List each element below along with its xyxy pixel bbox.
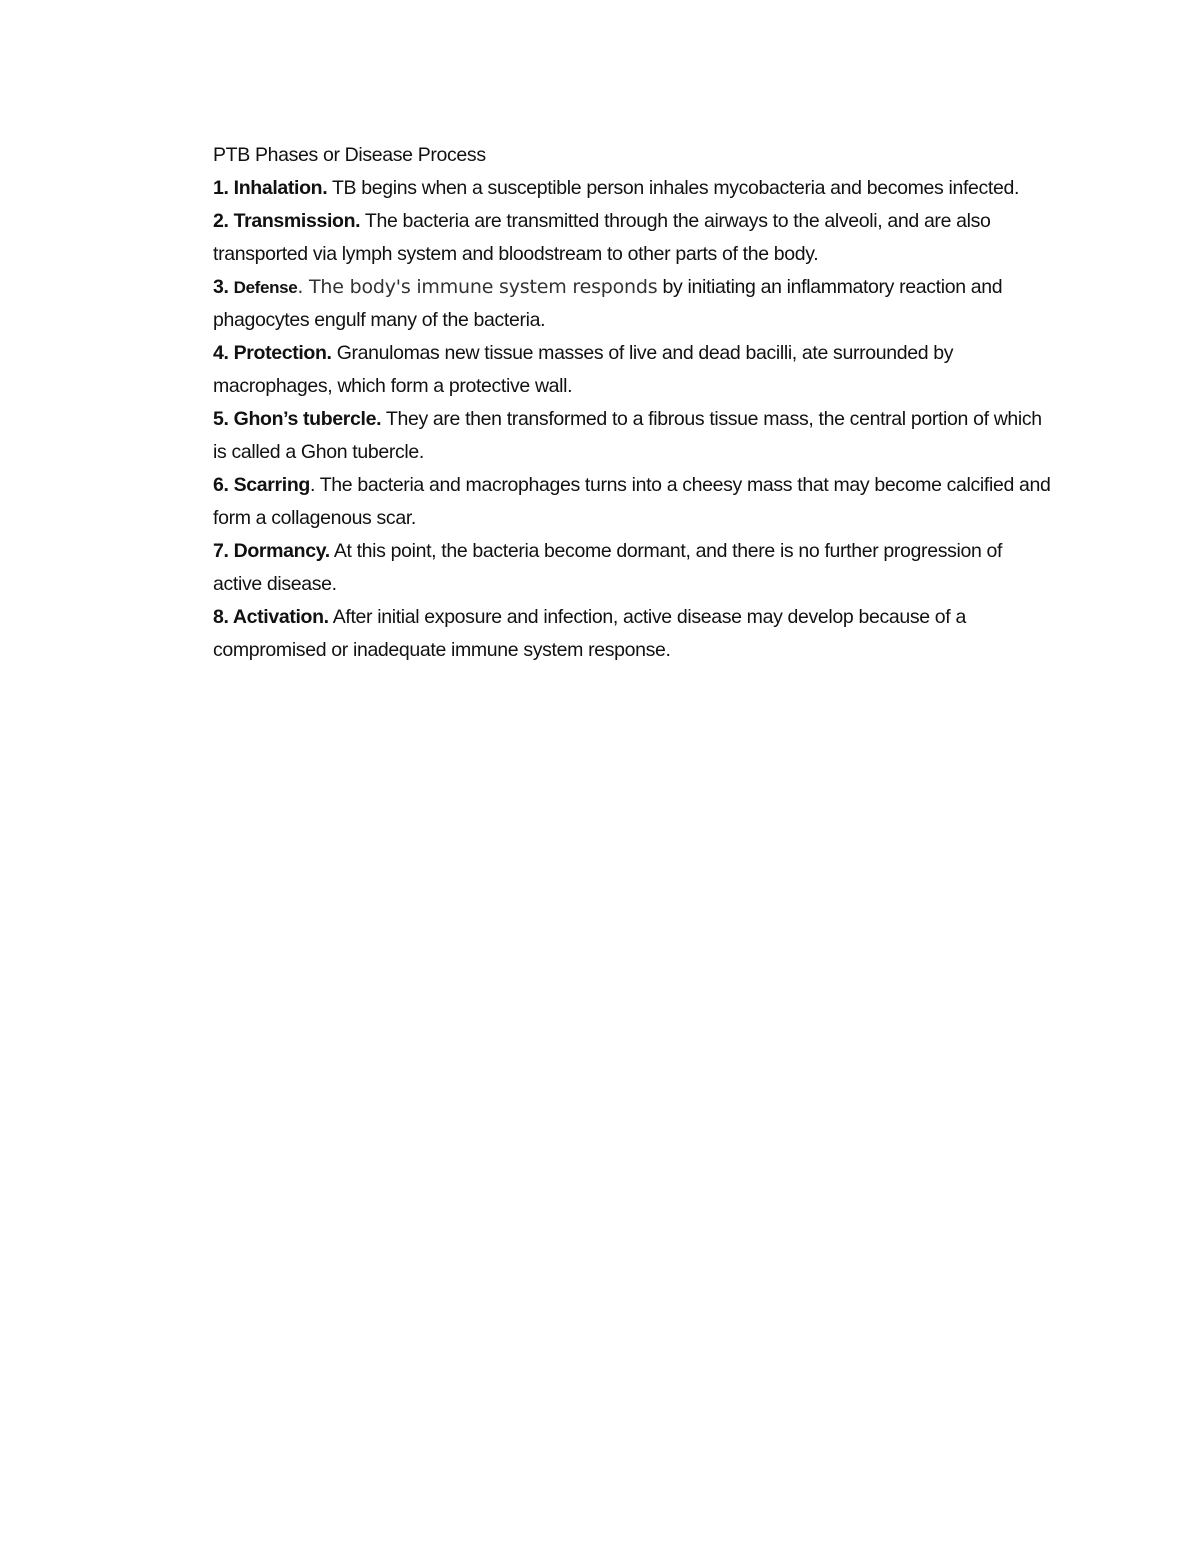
list-item-protection	[213, 337, 1053, 403]
item-text: . The bacteria and macrophages turns into a cheesy mass that may become calcified and form a collagenous scar.	[213, 474, 1051, 529]
list-item-scarring	[213, 469, 1053, 535]
list-item-inhalation	[213, 172, 1053, 205]
item-lead: 2. Transmission.	[213, 210, 361, 232]
item-text: At this point, the bacteria become dormant, and there is no further progression of active disease.	[213, 540, 1003, 595]
item-text: by initiating an inflammatory reaction and phagocytes engulf many of the bacteria.	[213, 276, 1003, 331]
document-title: PTB Phases or Disease Process	[213, 144, 486, 166]
item-alt-text: . The body's immune system responds	[297, 276, 658, 298]
item-lead: 7. Dormancy.	[213, 540, 330, 562]
item-lead: 8. Activation.	[213, 606, 329, 628]
item-lead: 4. Protection.	[213, 342, 332, 364]
item-text: They are then transformed to a fibrous tissue mass, the central portion of which is called a Ghon tubercle.	[213, 408, 1042, 463]
item-text: Granulomas new tissue masses of live and dead bacilli, ate surrounded by macrophages, which form a protective wall.	[213, 342, 954, 397]
list-item-transmission	[213, 205, 1053, 271]
document-body	[213, 139, 1053, 667]
list-item-activation	[213, 601, 1053, 667]
item-lead: Defense	[233, 278, 298, 297]
item-text: After initial exposure and infection, active disease may develop because of a compromised or inadequate immune system response.	[213, 606, 966, 661]
item-text: TB begins when a susceptible person inhales mycobacteria and becomes infected.	[327, 177, 1020, 199]
list-item-ghons-tubercle	[213, 403, 1053, 469]
item-lead: 6. Scarring	[213, 474, 310, 496]
item-lead-number: 3.	[213, 276, 234, 298]
list-item-defense	[213, 271, 1053, 337]
item-lead: 5. Ghon’s tubercle.	[213, 408, 382, 430]
item-text: The bacteria are transmitted through the airways to the alveoli, and are also transported via lymph system and bloodstream to other parts of the body.	[213, 210, 991, 265]
list-item-dormancy	[213, 535, 1053, 601]
item-lead: 1. Inhalation.	[213, 177, 328, 199]
